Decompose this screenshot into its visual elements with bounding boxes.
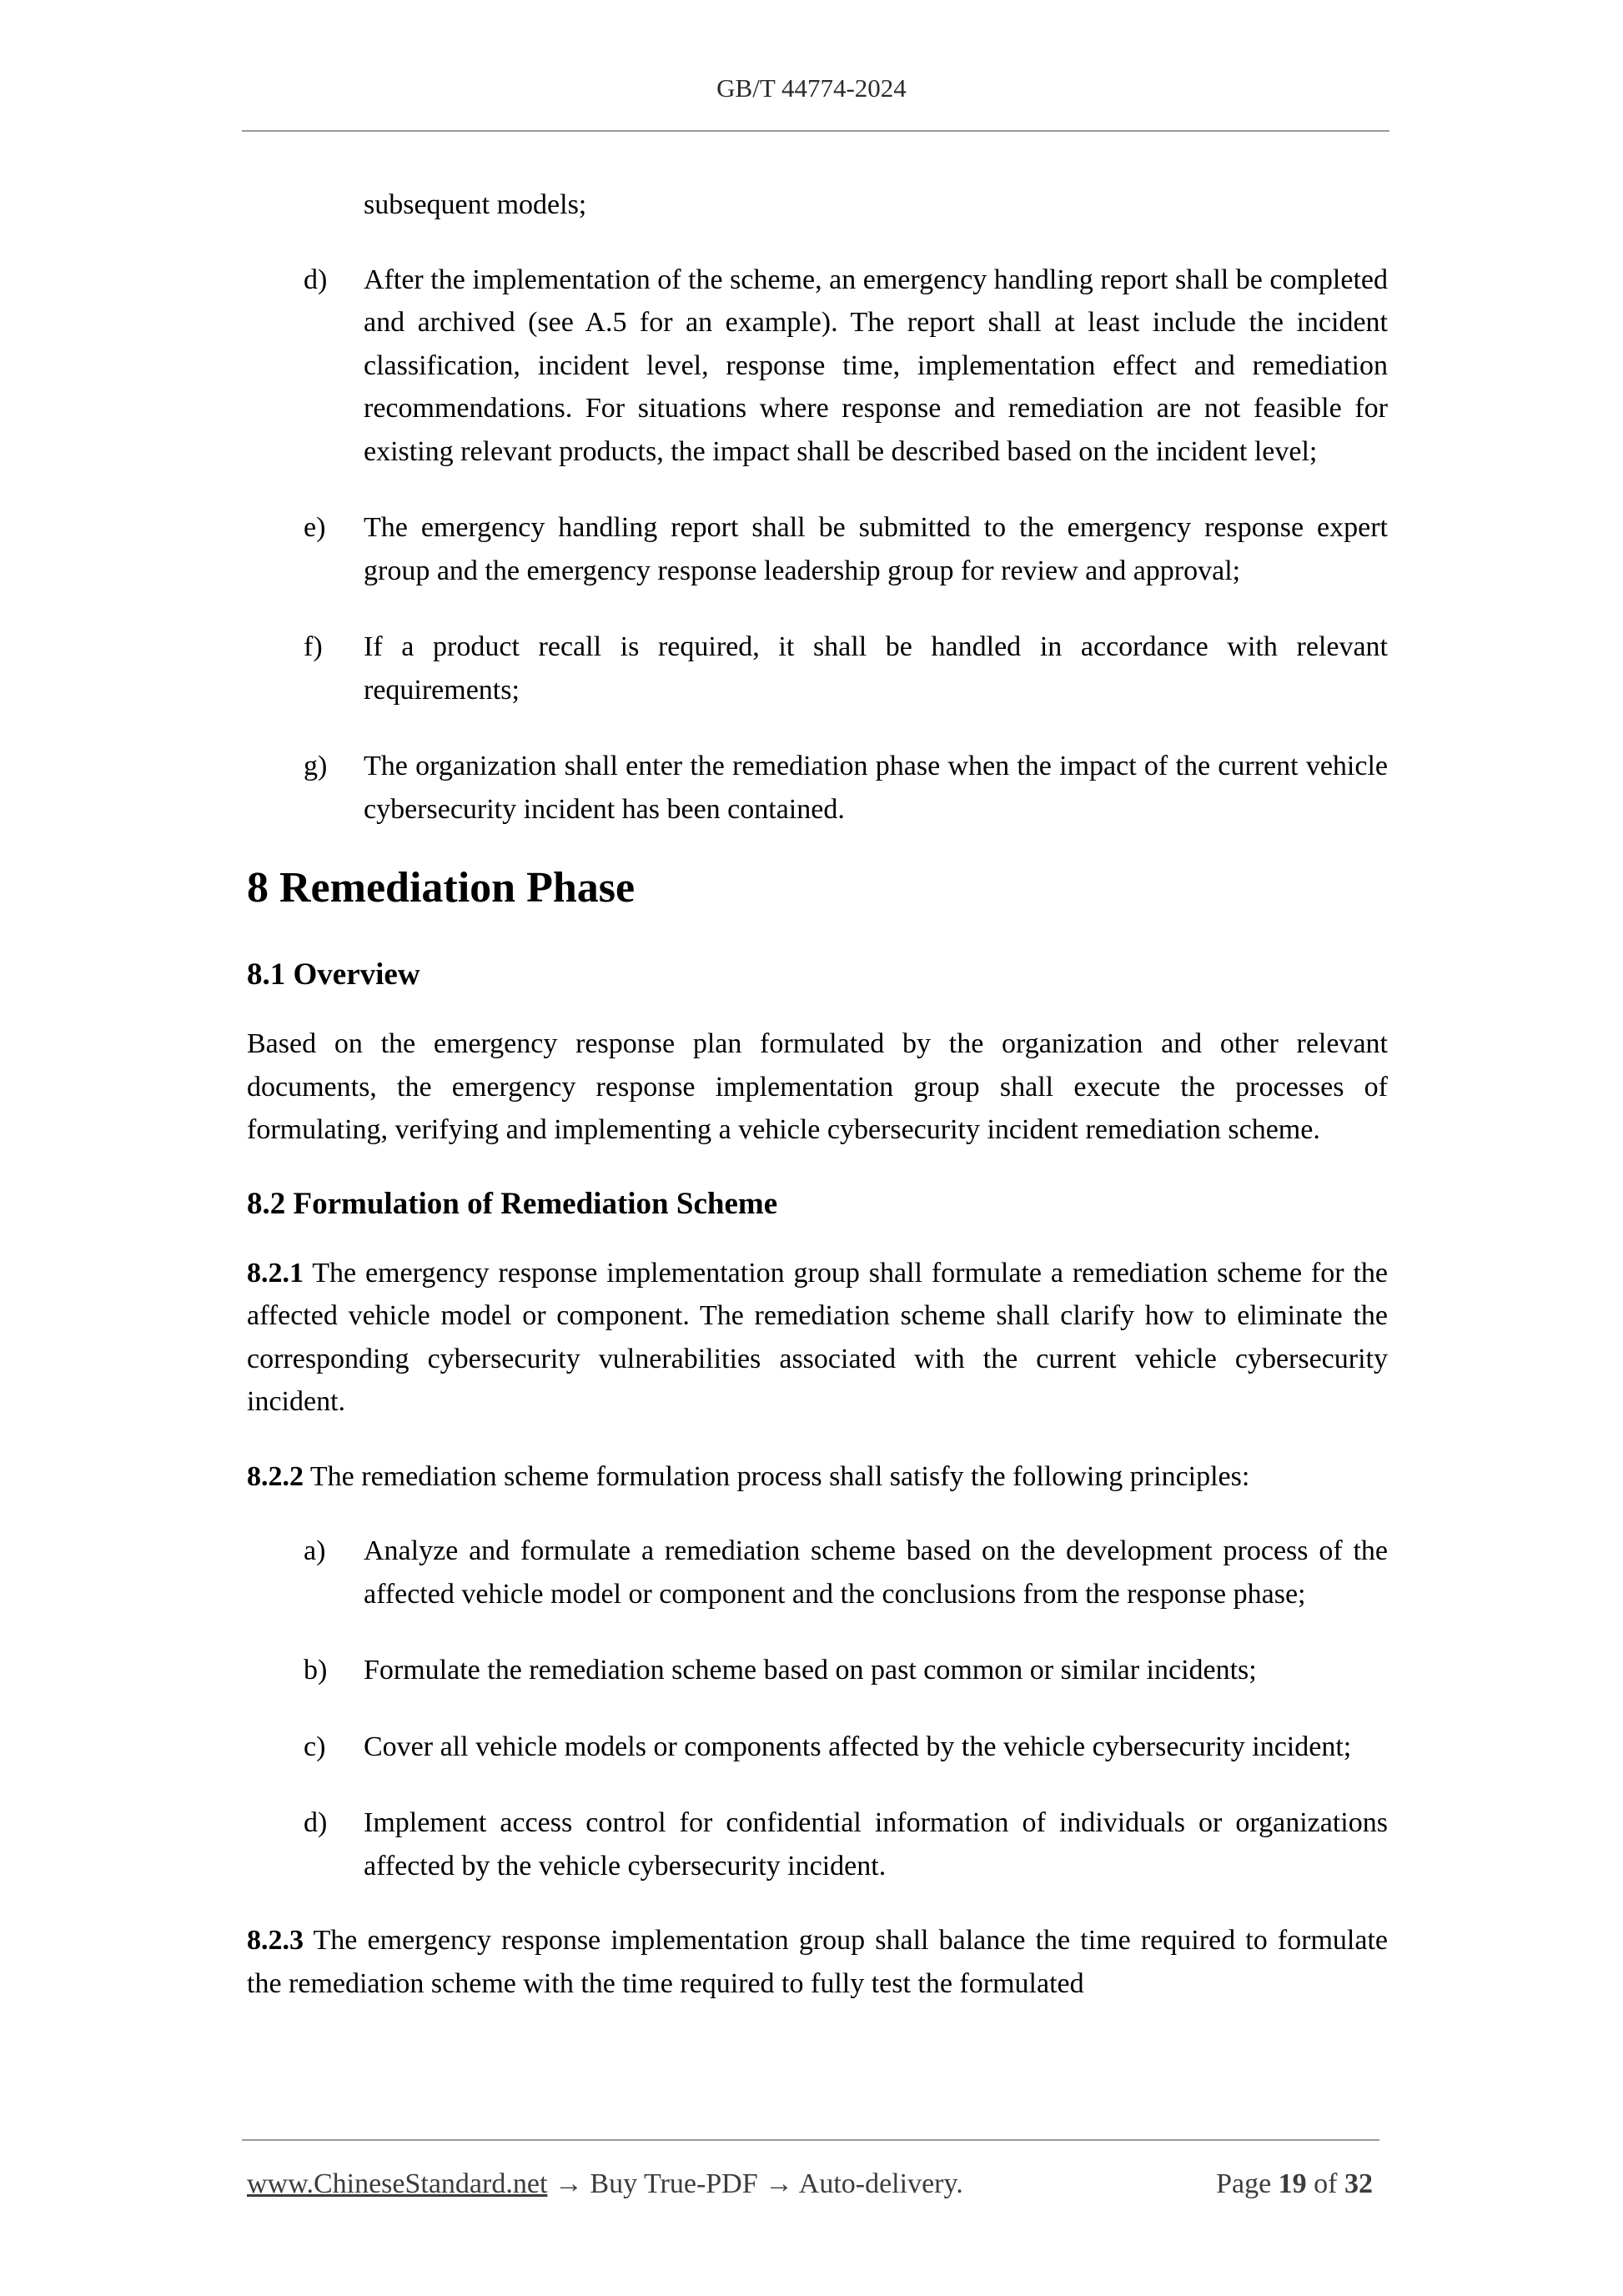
list-marker: f) [304, 631, 323, 662]
clause-8-2-3 [247, 1919, 1388, 2005]
list-item-text: Cover all vehicle models or components affected by the vehicle cybersecurity incident; [364, 1731, 1352, 1762]
clause-number: 8.2.1 [247, 1257, 304, 1289]
list-item [247, 1530, 1388, 1615]
list-item-text: Implement access control for confidential information of individuals or organizations affected by the vehicle cybersecurity incident. [364, 1807, 1388, 1882]
clause-8-2-2 [247, 1455, 1388, 1499]
list-item-text: Formulate the remediation scheme based on past common or similar incidents; [364, 1655, 1257, 1686]
list-item-text: After the implementation of the scheme, an emergency handling report shall be completed and archived (see A.5 for an example). The report shall at least include the incident classification, incident level, response time, implementation effect and remediation recommendations. For situations where response and remediation are not feasible for existing relevant products, the impact shall be described based on the incident level; [364, 264, 1388, 467]
of-label: of [1314, 2168, 1338, 2199]
website-link[interactable]: www.ChineseStandard.net [247, 2168, 548, 2199]
clause-text: The emergency response implementation group shall formulate a remediation scheme for the affected vehicle model or component. The remediation scheme shall clarify how to eliminate the corresponding cybersecurity vulnerabilities associated with the current vehicle cybersecurity incident. [247, 1257, 1388, 1417]
list-marker: c) [304, 1731, 326, 1762]
clause-text: The emergency response implementation group shall balance the time required to formulate the remediation scheme with the time required to fully test the formulated [247, 1925, 1388, 1999]
page-label: Page [1216, 2168, 1272, 2199]
arrow-right-icon: → [554, 2168, 583, 2199]
list-item-text: Analyze and formulate a remediation scheme based on the development process of the affected vehicle model or component and the conclusions from the response phase; [364, 1535, 1388, 1610]
page-number [1216, 2163, 1373, 2205]
section-heading: 8 Remediation Phase [247, 864, 636, 912]
clause-number: 8.2.2 [247, 1460, 304, 1492]
page-body [247, 183, 1388, 2005]
clause-number: 8.2.3 [247, 1925, 304, 1956]
subsection-heading-formulation: 8.2 Formulation of Remediation Scheme [247, 1186, 778, 1221]
total-pages: 32 [1344, 2168, 1373, 2199]
list-item-text: The organization shall enter the remediation phase when the impact of the current vehicle cybersecurity incident has been contained. [364, 751, 1388, 825]
list-item [247, 1801, 1388, 1887]
list-marker: b) [304, 1655, 328, 1686]
list-item [247, 1649, 1388, 1692]
list-item [247, 625, 1388, 711]
list-marker: d) [304, 264, 328, 295]
current-page: 19 [1278, 2168, 1307, 2199]
header-divider [242, 130, 1389, 132]
list-item-text: If a product recall is required, it shall be handled in accordance with relevant requirements; [364, 631, 1388, 706]
list-item-text: The emergency handling report shall be submitted to the emergency response expert group and the emergency response leadership group for review and approval; [364, 512, 1388, 586]
buy-true-pdf-text: Buy True-PDF [590, 2168, 758, 2199]
arrow-right-icon: → [765, 2168, 794, 2199]
subsection-heading-overview: 8.1 Overview [247, 957, 420, 992]
list-marker: g) [304, 751, 328, 781]
list-marker: d) [304, 1807, 328, 1838]
page-footer [247, 2163, 1381, 2205]
footer-divider [242, 2139, 1379, 2141]
list-item [247, 745, 1388, 831]
list-item [247, 1726, 1388, 1769]
clause-text: The remediation scheme formulation process shall satisfy the following principles: [304, 1460, 1250, 1492]
continued-list-text: subsequent models; [364, 189, 587, 220]
document-code-header: GB/T 44774-2024 [716, 73, 907, 103]
list-item [247, 506, 1388, 592]
auto-delivery-text: Auto-delivery. [798, 2168, 963, 2199]
list-marker: e) [304, 512, 326, 543]
overview-paragraph: Based on the emergency response plan formulated by the organization and other relevant documents, the emergency response implementation group shall execute the processes of formulating, verifying and implementing a vehicle cybersecurity incident remediation scheme. [247, 1028, 1388, 1145]
list-marker: a) [304, 1535, 326, 1566]
list-item [247, 259, 1388, 474]
clause-8-2-1 [247, 1252, 1388, 1424]
